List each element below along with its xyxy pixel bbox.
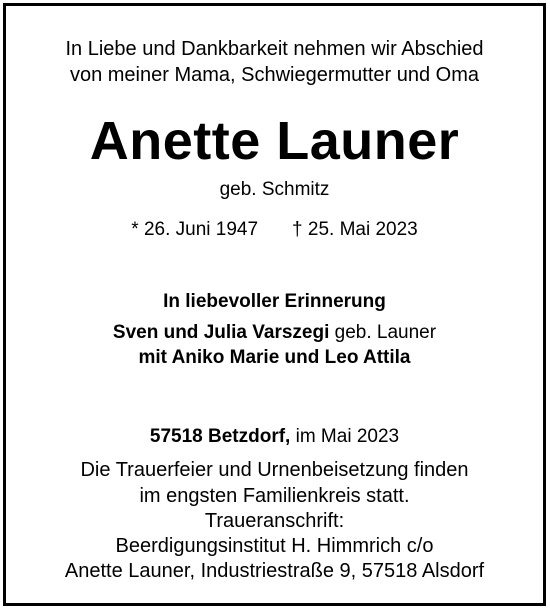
memory-heading: In liebevoller Erinnerung	[163, 291, 386, 312]
notice-line-4: Beerdigungsinstitut H. Himmrich c/o	[115, 535, 434, 557]
birth-date: * 26. Juni 1947	[131, 219, 259, 240]
notice-line-1: Die Trauerfeier und Urnenbeisetzung finden	[80, 459, 469, 481]
notice-line-3: Traueranschrift:	[204, 510, 345, 532]
life-dates	[6, 218, 543, 242]
place-location: 57518 Betzdorf,	[149, 426, 291, 447]
place-date-line	[6, 424, 543, 450]
family-maiden: geb. Launer	[329, 322, 437, 343]
place-date: im Mai 2023	[290, 426, 400, 447]
children-line: mit Aniko Marie und Leo Attila	[138, 347, 411, 368]
family-line	[6, 320, 543, 346]
intro-line-2: von meiner Mama, Schwiegermutter und Oma	[69, 64, 480, 86]
maiden-name: geb. Schmitz	[219, 179, 330, 200]
obituary-frame	[3, 3, 546, 606]
notice-line-2: im engsten Familienkreis statt.	[139, 485, 410, 507]
death-date: † 25. Mai 2023	[292, 219, 418, 240]
intro-line-1: In Liebe und Dankbarkeit nehmen wir Abschied	[65, 38, 484, 60]
family-names: Sven und Julia Varszegi	[112, 322, 330, 343]
notice-line-5: Anette Launer, Industriestraße 9, 57518 Alsdorf	[64, 560, 485, 582]
deceased-name: Anette Launer	[89, 111, 460, 171]
